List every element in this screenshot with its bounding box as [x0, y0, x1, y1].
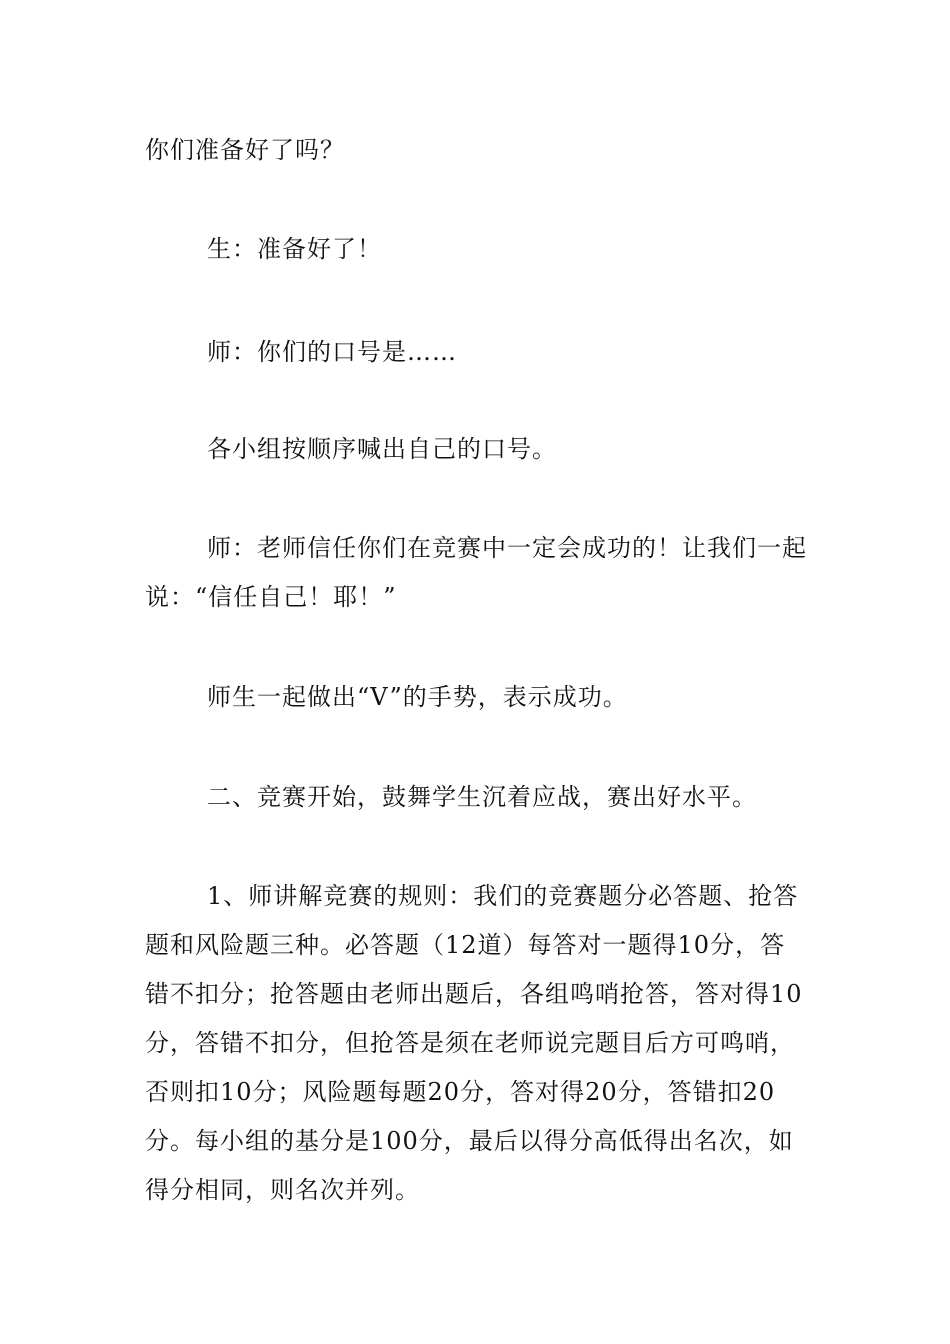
- paragraph-competition-rules: 1、师讲解竞赛的规则：我们的竞赛题分必答题、抢答题和风险题三种。必答题（12道）每答对一题得10分，答错不扣分；抢答题由老师出题后，各组鸣哨抢答，答对得10分，答错不扣分，但抢答是须在老师说完题目后方可鸣哨，否则扣10分；风险题每题20分，答对得20分，答错扣20分。每小组的基分是100分，最后以得分高低得出名次，如得分相同，则名次并列。: [145, 882, 803, 1204]
- paragraph-section-two-heading: 二、竞赛开始，鼓舞学生沉着应战，赛出好水平。: [207, 783, 757, 811]
- paragraph-student-reply: 生：准备好了！: [207, 235, 382, 263]
- paragraph-groups-slogan: 各小组按顺序喊出自己的口号。: [207, 435, 557, 463]
- paragraph-teacher-slogan: 师：你们的口号是……: [207, 338, 457, 366]
- paragraph-question: 你们准备好了吗？: [145, 136, 345, 164]
- paragraph-teacher-trust: 师：老师信任你们在竞赛中一定会成功的！让我们一起说：“信任自己！耶！”: [145, 534, 807, 611]
- paragraph-v-gesture: 师生一起做出“V”的手势，表示成功。: [207, 683, 628, 711]
